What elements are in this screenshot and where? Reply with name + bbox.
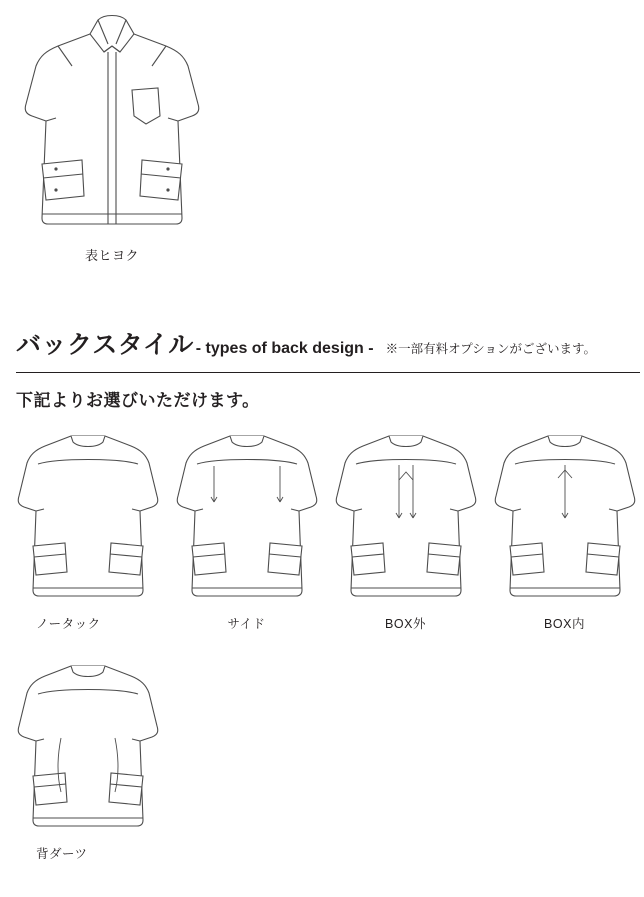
- back-style-label: ノータック: [36, 617, 101, 631]
- back-style-option-back-dart[interactable]: [8, 650, 167, 862]
- back-style-label: サイド: [227, 617, 266, 631]
- back-shirt-illustration-box-in: [485, 420, 644, 610]
- back-shirt-illustration-box-out: [326, 420, 485, 610]
- back-style-option-box-in[interactable]: [485, 420, 644, 632]
- back-shirt-illustration-back-dart: [8, 650, 167, 840]
- back-style-label: 背ダーツ: [36, 847, 88, 861]
- back-style-row: [8, 420, 644, 632]
- back-style-label: BOX外: [385, 617, 426, 631]
- back-style-row: [8, 650, 644, 862]
- section-heading-note: ※一部有料オプションがございます。: [385, 342, 596, 356]
- section-heading: [16, 333, 636, 358]
- grid-spacer: [326, 650, 485, 862]
- front-shirt-illustration: [12, 8, 212, 258]
- section-heading-en: - types of back design -: [195, 340, 374, 357]
- section-heading-jp: バックスタイル: [16, 331, 194, 359]
- back-style-label: BOX内: [544, 617, 585, 631]
- grid-spacer: [167, 650, 326, 862]
- section-subtitle: 下記よりお選びいただけます。: [16, 391, 260, 410]
- grid-spacer: [485, 650, 644, 862]
- back-shirt-illustration-no-tuck: [8, 420, 167, 610]
- back-style-grid: [8, 420, 644, 880]
- back-shirt-illustration-side: [167, 420, 326, 610]
- section-divider: [16, 372, 640, 373]
- back-style-option-box-out[interactable]: [326, 420, 485, 632]
- back-style-option-no-tuck[interactable]: [8, 420, 167, 632]
- front-shirt-caption: 表ヒヨク: [84, 248, 139, 263]
- back-style-option-side[interactable]: [167, 420, 326, 632]
